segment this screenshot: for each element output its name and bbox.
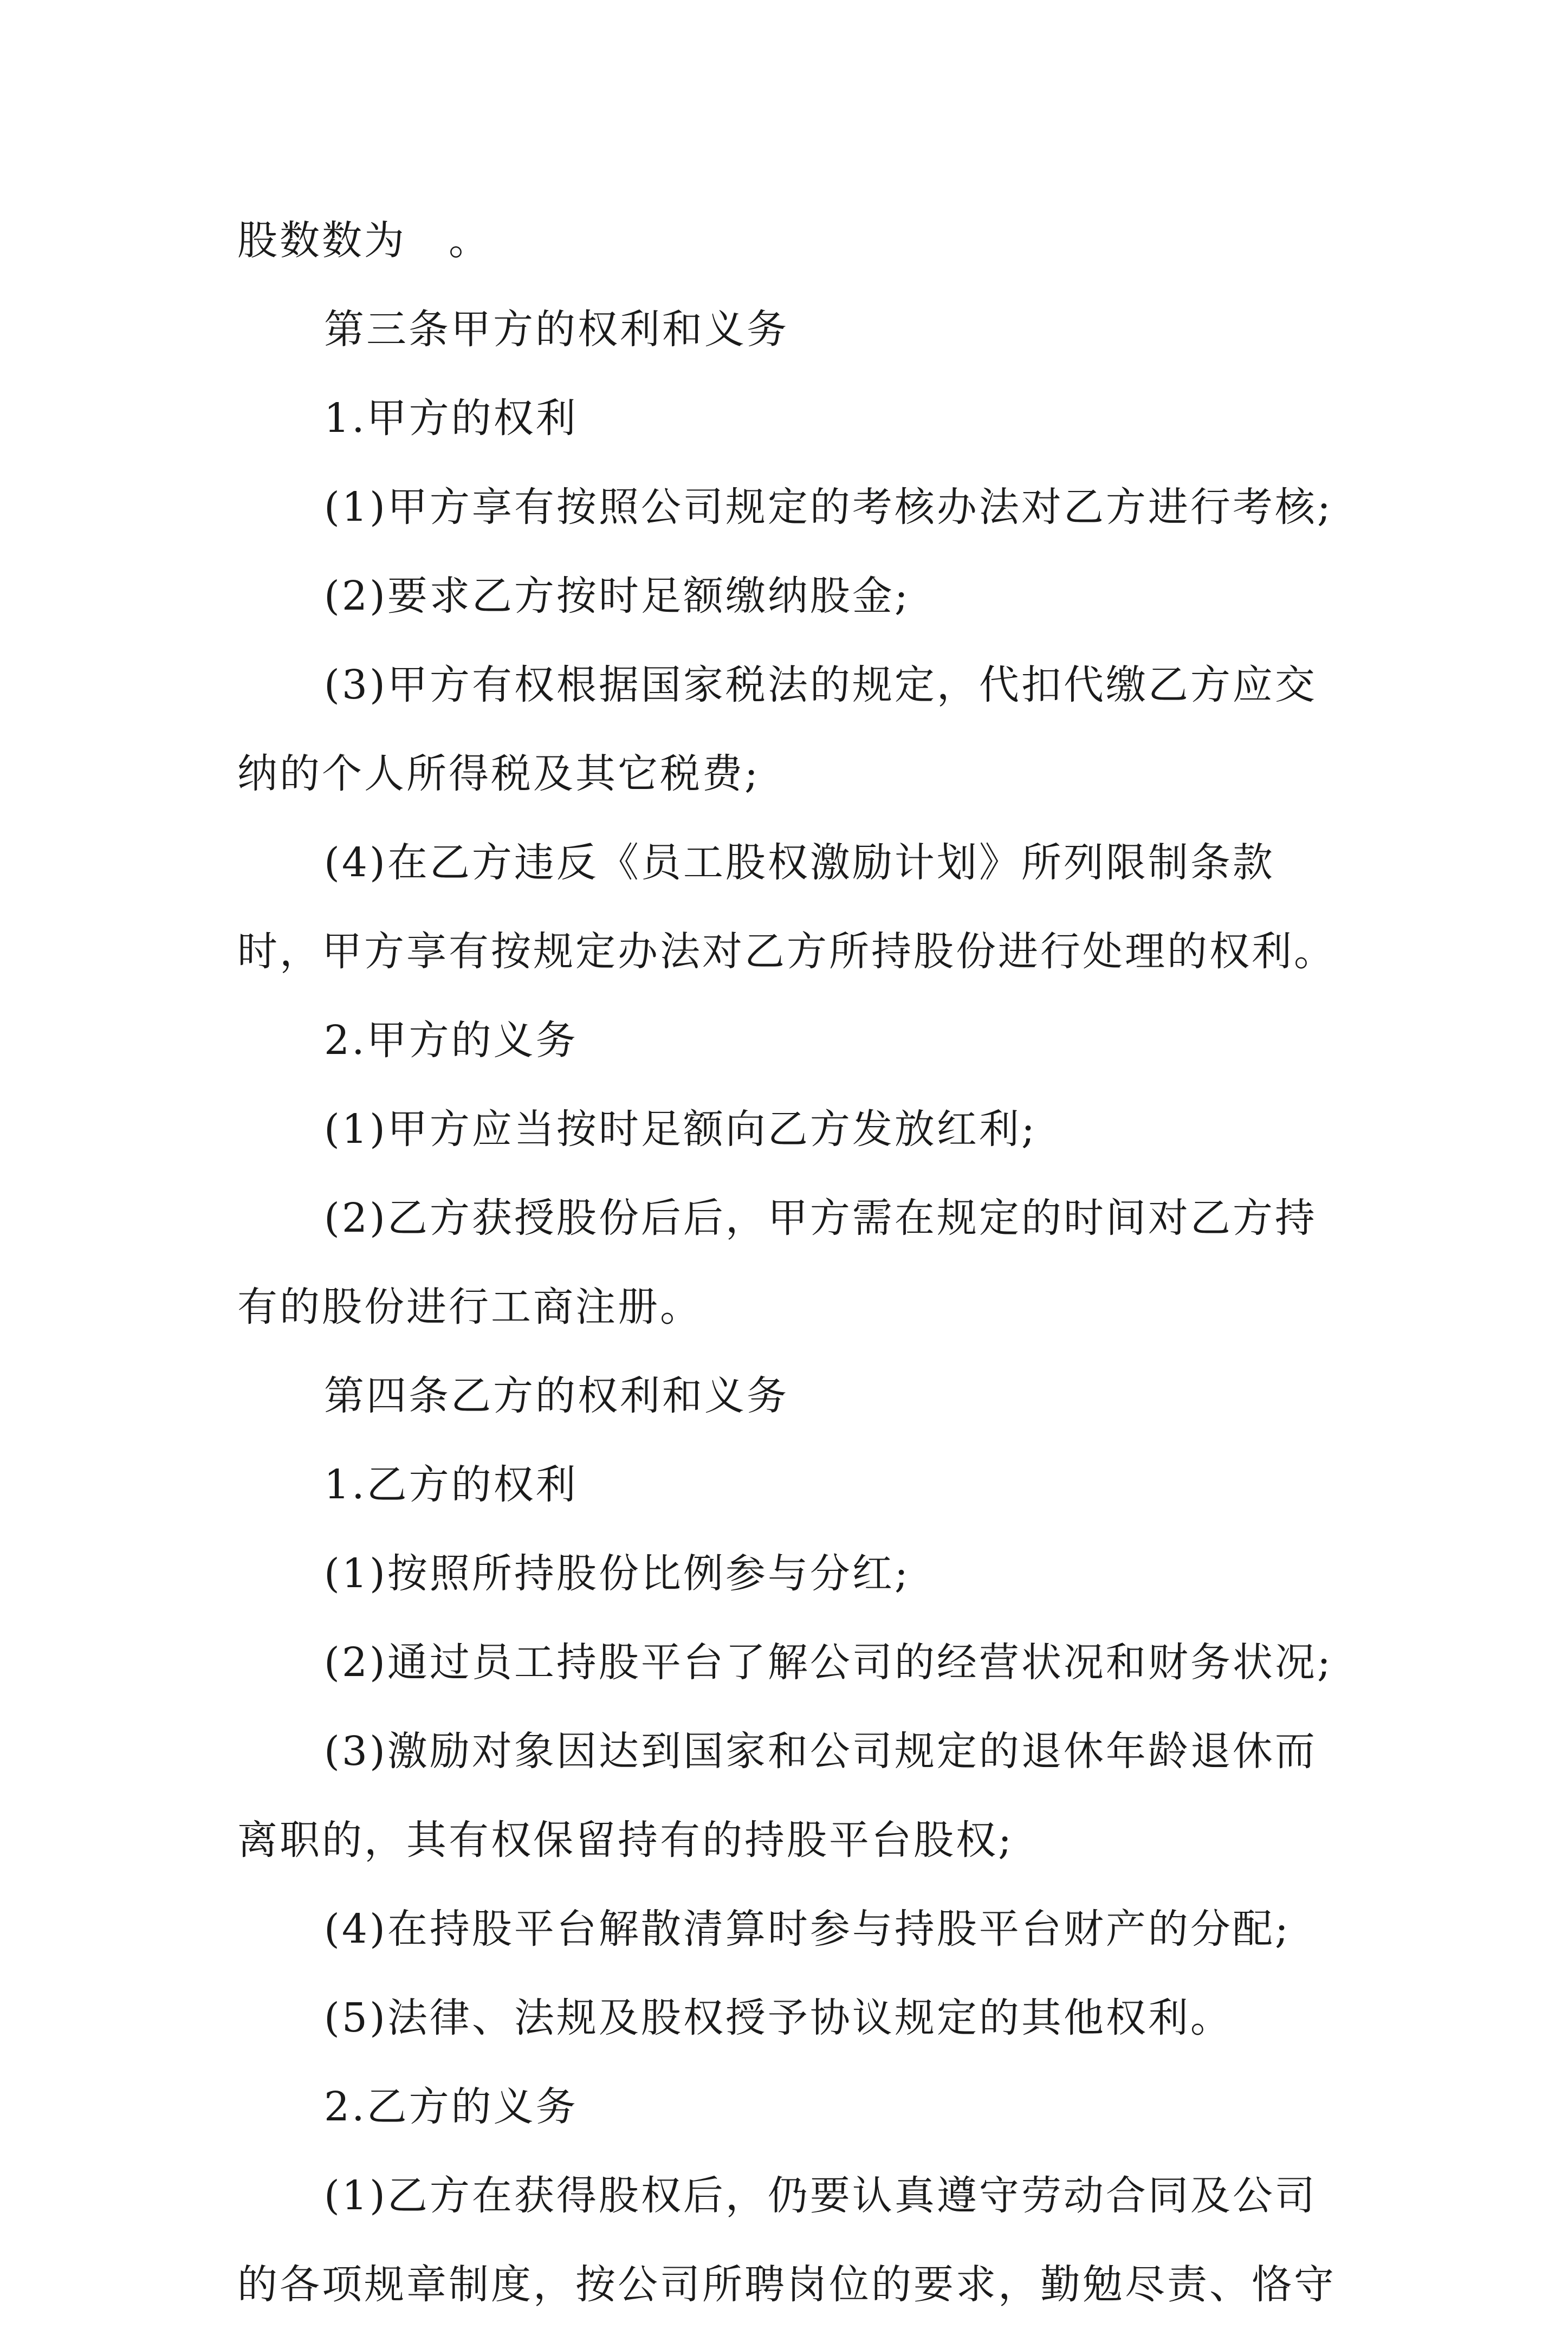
subsection-heading: 2.乙方的义务 — [324, 2084, 578, 2130]
list-item: (1)乙方在获得股权后，仍要认真遵守劳动合同及公司的各项规章制度，按公司所聘岗位的要求，勤勉尽责、恪守 — [237, 2172, 1336, 2308]
list-item: (2)通过员工持股平台了解公司的经营状况和财务状况; — [324, 1639, 1333, 1686]
document-body — [237, 196, 1348, 2329]
list-item: (1)甲方享有按照公司规定的考核办法对乙方进行考核; — [324, 484, 1333, 531]
list-item: (4)在持股平台解散清算时参与持股平台财产的分配; — [324, 1906, 1291, 1952]
list-item: (1)按照所持股份比例参与分红; — [324, 1550, 910, 1597]
list-item: (4)在乙方违反《员工股权激励计划》所列限制条款时，甲方享有按规定办法对乙方所持股份进行处理的权利。 — [237, 839, 1336, 975]
list-item: (2)要求乙方按时足额缴纳股金; — [324, 573, 910, 619]
list-item: (3)甲方有权根据国家税法的规定，代扣代缴乙方应交纳的个人所得税及其它税费; — [237, 662, 1317, 797]
list-item: (1)甲方应当按时足额向乙方发放红利; — [324, 1106, 1037, 1153]
subsection-heading: 2.甲方的义务 — [324, 1017, 578, 1064]
section-heading: 第四条乙方的权利和义务 — [324, 1373, 789, 1419]
subsection-heading: 1.甲方的权利 — [324, 395, 578, 442]
section-heading: 第三条甲方的权利和义务 — [324, 306, 789, 353]
subsection-heading: 1.乙方的权利 — [324, 1461, 578, 1508]
list-item: (5)法律、法规及股权授予协议规定的其他权利。 — [324, 1995, 1233, 2041]
list-item: (3)激励对象因达到国家和公司规定的退休年龄退休而离职的，其有权保留持有的持股平台股权; — [237, 1728, 1317, 1864]
list-item: (2)乙方获授股份后后，甲方需在规定的时间对乙方持有的股份进行工商注册。 — [237, 1195, 1317, 1330]
paragraph: 股数数为 。 — [237, 217, 491, 264]
